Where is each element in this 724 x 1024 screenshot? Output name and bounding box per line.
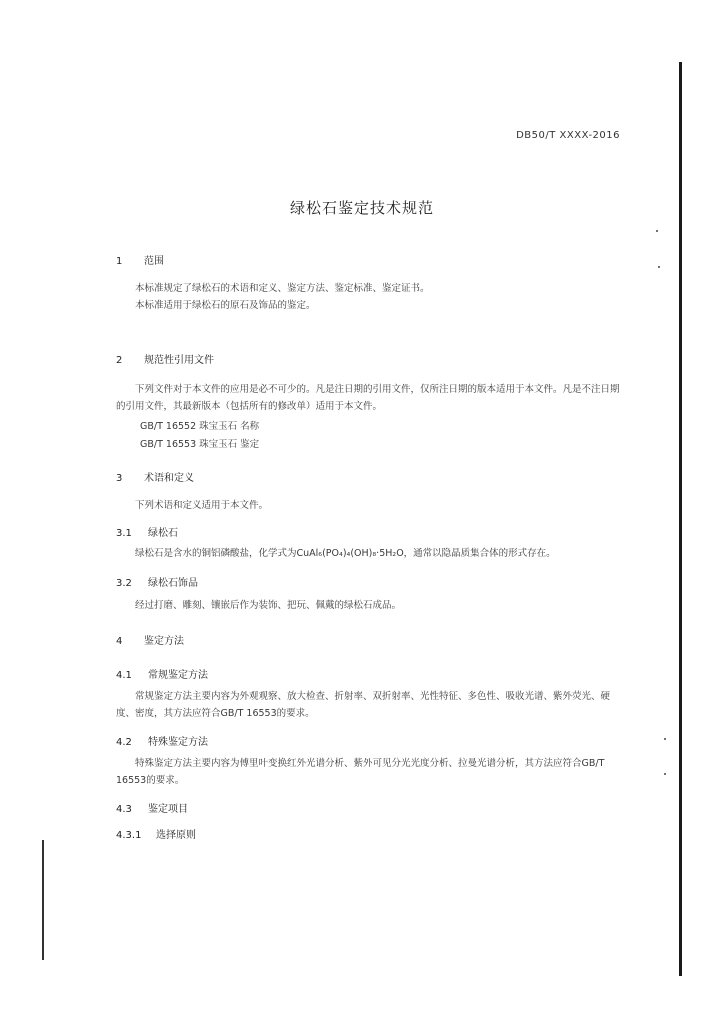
subsection-title: 特殊鉴定方法 bbox=[148, 737, 208, 748]
paragraph: 下列术语和定义适用于本文件。 bbox=[135, 500, 269, 511]
reference-item: GB/T 16553 珠宝玉石 鉴定 bbox=[140, 439, 260, 450]
subsection-number: 4.2 bbox=[116, 737, 132, 748]
reference-item: GB/T 16552 珠宝玉石 名称 bbox=[140, 421, 260, 432]
paragraph: 下列文件对于本文件的应用是必不可少的。凡是注日期的引用文件，仅所注日期的版本适用于本文件。凡是不注日期的引用文件，其最新版本（包括所有的修改单）适用于本文件。 bbox=[116, 384, 620, 412]
section-title: 鉴定方法 bbox=[144, 636, 184, 647]
paragraph: 本标准规定了绿松石的术语和定义、鉴定方法、鉴定标准、鉴定证书。 bbox=[135, 283, 430, 294]
subsection-title: 选择原则 bbox=[156, 830, 196, 841]
subsection-heading bbox=[116, 666, 208, 681]
section-number: 1 bbox=[116, 256, 123, 267]
section-heading-methods bbox=[116, 632, 184, 647]
subsection-heading bbox=[116, 733, 208, 748]
subsection-title: 常规鉴定方法 bbox=[148, 670, 208, 681]
paragraph: 经过打磨、雕刻、镶嵌后作为装饰、把玩、佩戴的绿松石成品。 bbox=[135, 600, 402, 611]
subsection-number: 3.1 bbox=[116, 528, 132, 539]
scan-speck bbox=[664, 773, 666, 775]
paragraph: 特殊鉴定方法主要内容为傅里叶变换红外光谱分析、紫外可见分光光度分析、拉曼光谱分析，其方法应符合GB/T 16553的要求。 bbox=[116, 758, 605, 786]
scan-speck bbox=[664, 738, 666, 740]
paragraph: 本标准适用于绿松石的原石及饰品的鉴定。 bbox=[135, 300, 316, 311]
subsection-heading bbox=[116, 826, 196, 841]
paragraph: 绿松石是含水的铜铝磷酸盐，化学式为CuAl₆(PO₄)₄(OH)₈·5H₂O，通常以隐晶质集合体的形式存在。 bbox=[135, 548, 556, 559]
section-title: 范围 bbox=[144, 256, 164, 267]
section-heading-terms bbox=[116, 469, 194, 484]
scan-speck bbox=[656, 230, 658, 232]
section-heading-normative-references bbox=[116, 351, 214, 366]
document-title: 绿松石鉴定技术规范 bbox=[289, 199, 434, 217]
section-title: 规范性引用文件 bbox=[144, 355, 214, 366]
scan-speck bbox=[658, 266, 660, 268]
scan-edge-left bbox=[42, 840, 44, 960]
paragraph: 常规鉴定方法主要内容为外观观察、放大检查、折射率、双折射率、光性特征、多色性、吸收光谱、紫外荧光、硬度、密度，其方法应符合GB/T 16553的要求。 bbox=[116, 691, 611, 719]
subsection-heading bbox=[116, 574, 198, 589]
subsection-title: 鉴定项目 bbox=[148, 804, 188, 815]
section-title: 术语和定义 bbox=[144, 473, 194, 484]
section-number: 2 bbox=[116, 355, 123, 366]
subsection-heading bbox=[116, 524, 178, 539]
subsection-title: 绿松石饰品 bbox=[148, 578, 198, 589]
subsection-number: 4.3.1 bbox=[116, 830, 142, 841]
subsection-number: 4.1 bbox=[116, 670, 132, 681]
subsection-heading bbox=[116, 800, 188, 815]
subsection-number: 3.2 bbox=[116, 578, 132, 589]
section-number: 4 bbox=[116, 636, 123, 647]
subsection-title: 绿松石 bbox=[148, 528, 178, 539]
document-code: DB50/T XXXX-2016 bbox=[516, 130, 620, 141]
section-number: 3 bbox=[116, 473, 123, 484]
subsection-number: 4.3 bbox=[116, 804, 132, 815]
section-heading-scope bbox=[116, 252, 164, 267]
